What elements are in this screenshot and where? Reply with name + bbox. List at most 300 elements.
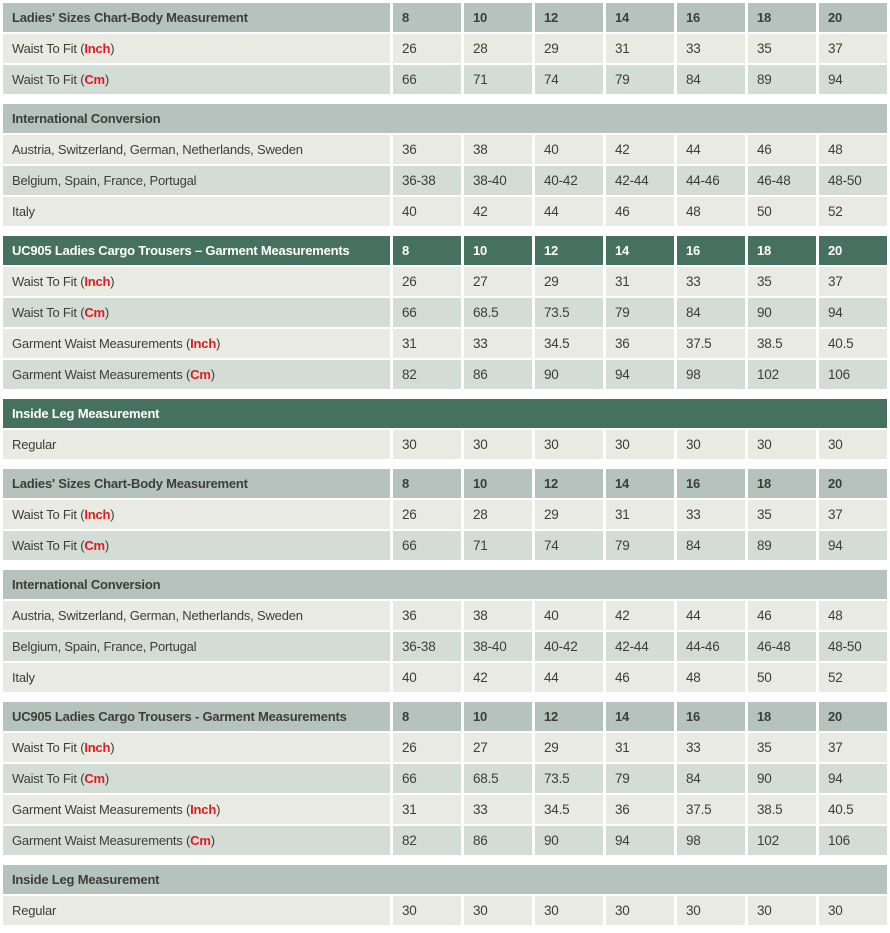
- value-cell: [464, 34, 532, 63]
- row-label: [3, 632, 390, 661]
- value-cell: [819, 267, 887, 296]
- value-text: 94: [615, 367, 630, 382]
- value-text: 37: [828, 274, 843, 289]
- value-text: 31: [402, 336, 417, 351]
- table-title: UC905 Ladies Cargo Trousers - Garment Measurements: [3, 702, 390, 731]
- value-cell: [748, 65, 816, 94]
- value-cell: [606, 826, 674, 855]
- size-header-cell: 16: [677, 3, 745, 32]
- value-cell: [677, 166, 745, 195]
- value-cell: [464, 601, 532, 630]
- table-header-row: [3, 469, 887, 498]
- table-row: [3, 65, 887, 94]
- value-text: 28: [473, 507, 488, 522]
- value-cell: [535, 430, 603, 459]
- value-text: 35: [757, 41, 772, 56]
- value-text: 36-38: [402, 639, 436, 654]
- value-cell: [464, 135, 532, 164]
- value-text: 37.5: [686, 336, 712, 351]
- value-text: 46: [757, 608, 772, 623]
- row-label-unit: Cm: [190, 367, 211, 382]
- value-text: 36: [615, 802, 630, 817]
- value-cell: [677, 531, 745, 560]
- value-cell: [819, 197, 887, 226]
- row-label: [3, 166, 390, 195]
- value-text: 30: [757, 903, 772, 918]
- value-text: 68.5: [473, 771, 499, 786]
- uc905-garment-measurements-table-2: [0, 700, 890, 857]
- table-header-row: [3, 104, 887, 133]
- value-cell: [393, 896, 461, 925]
- value-text: 73.5: [544, 305, 570, 320]
- row-label: [3, 65, 390, 94]
- value-text: 102: [757, 367, 779, 382]
- row-label: [3, 298, 390, 327]
- value-text: 90: [757, 305, 772, 320]
- value-text: 29: [544, 274, 559, 289]
- value-text: 40: [544, 142, 559, 157]
- value-text: 84: [686, 72, 701, 87]
- value-text: 31: [402, 802, 417, 817]
- row-label: [3, 197, 390, 226]
- ladies-sizes-body-measurement-table-1: [0, 1, 890, 96]
- value-cell: [748, 360, 816, 389]
- international-conversion-table-2: [0, 568, 890, 694]
- value-cell: [819, 733, 887, 762]
- value-text: 86: [473, 367, 488, 382]
- value-text: 36-38: [402, 173, 436, 188]
- row-label-text-end: ): [210, 367, 215, 382]
- table-title: International Conversion: [3, 104, 887, 133]
- table-header-row: [3, 3, 887, 32]
- row-label-text-end: ): [104, 538, 110, 553]
- table-row: [3, 663, 887, 692]
- value-text: 79: [615, 771, 630, 786]
- value-text: 30: [757, 437, 772, 452]
- value-cell: [748, 298, 816, 327]
- row-label: [3, 601, 390, 630]
- value-cell: [393, 166, 461, 195]
- size-header-cell: 10: [464, 3, 532, 32]
- row-label-unit: Cm: [84, 72, 105, 87]
- value-text: 33: [473, 336, 488, 351]
- value-text: 38: [473, 142, 488, 157]
- value-cell: [606, 531, 674, 560]
- value-text: 46-48: [757, 639, 791, 654]
- value-cell: [464, 65, 532, 94]
- value-cell: [464, 430, 532, 459]
- size-header-cell: 12: [535, 3, 603, 32]
- value-cell: [464, 166, 532, 195]
- value-text: 31: [615, 274, 630, 289]
- value-text: 84: [686, 538, 701, 553]
- row-label: [3, 663, 390, 692]
- size-header-cell: 8: [393, 236, 461, 265]
- value-text: 33: [686, 507, 701, 522]
- value-text: 40: [402, 204, 417, 219]
- table-row: [3, 360, 887, 389]
- size-header-cell: 14: [606, 702, 674, 731]
- value-text: 84: [686, 305, 701, 320]
- value-cell: [606, 135, 674, 164]
- value-text: 52: [828, 204, 843, 219]
- value-text: 30: [544, 903, 559, 918]
- value-cell: [819, 632, 887, 661]
- value-cell: [677, 632, 745, 661]
- value-cell: [677, 360, 745, 389]
- value-text: 35: [757, 274, 772, 289]
- value-cell: [535, 632, 603, 661]
- value-cell: [606, 329, 674, 358]
- value-cell: [606, 65, 674, 94]
- value-cell: [393, 267, 461, 296]
- row-label-text: Belgium, Spain, France, Portugal: [12, 173, 197, 188]
- value-cell: [535, 896, 603, 925]
- value-cell: [748, 733, 816, 762]
- value-cell: [606, 298, 674, 327]
- value-text: 30: [686, 437, 701, 452]
- value-cell: [464, 531, 532, 560]
- value-text: 40.5: [828, 336, 854, 351]
- row-label-text-end: ): [110, 274, 115, 289]
- table-row: [3, 531, 887, 560]
- value-text: 34.5: [544, 802, 570, 817]
- row-label-text: Waist To Fit (: [12, 771, 85, 786]
- size-header-cell: 20: [819, 236, 887, 265]
- table-header-row: [3, 399, 887, 428]
- row-label-unit: Inch: [84, 274, 111, 289]
- value-cell: [535, 65, 603, 94]
- value-text: 40.5: [828, 802, 854, 817]
- row-label-text: Waist To Fit (: [12, 72, 85, 87]
- value-text: 71: [473, 538, 488, 553]
- value-text: 79: [615, 538, 630, 553]
- value-cell: [748, 34, 816, 63]
- value-text: 44: [686, 142, 701, 157]
- row-label-text: Garment Waist Measurements (: [12, 336, 191, 351]
- value-cell: [535, 531, 603, 560]
- size-header-cell: 14: [606, 469, 674, 498]
- value-cell: [748, 500, 816, 529]
- value-text: 28: [473, 41, 488, 56]
- value-cell: [819, 298, 887, 327]
- value-cell: [535, 764, 603, 793]
- value-cell: [464, 632, 532, 661]
- value-cell: [464, 795, 532, 824]
- value-text: 44: [686, 608, 701, 623]
- row-label-text-end: ): [104, 72, 110, 87]
- value-text: 46: [615, 204, 630, 219]
- value-cell: [677, 764, 745, 793]
- row-label-text: Italy: [12, 670, 35, 685]
- row-label-text: Waist To Fit (: [12, 274, 85, 289]
- value-cell: [819, 663, 887, 692]
- value-cell: [677, 329, 745, 358]
- row-label-text: Waist To Fit (: [12, 740, 85, 755]
- value-cell: [393, 135, 461, 164]
- row-label-text: Regular: [12, 437, 57, 452]
- value-cell: [748, 663, 816, 692]
- size-header-cell: 16: [677, 236, 745, 265]
- row-label: [3, 531, 390, 560]
- value-text: 42: [615, 142, 630, 157]
- size-header-cell: 12: [535, 702, 603, 731]
- value-cell: [606, 601, 674, 630]
- value-text: 79: [615, 305, 630, 320]
- row-label: [3, 500, 390, 529]
- value-text: 37: [828, 507, 843, 522]
- value-text: 94: [828, 72, 843, 87]
- value-text: 40-42: [544, 639, 578, 654]
- value-text: 71: [473, 72, 488, 87]
- value-cell: [748, 197, 816, 226]
- size-header-cell: 14: [606, 3, 674, 32]
- value-cell: [464, 267, 532, 296]
- value-text: 30: [402, 903, 417, 918]
- value-cell: [748, 267, 816, 296]
- value-text: 48-50: [828, 639, 862, 654]
- value-text: 48-50: [828, 173, 862, 188]
- value-cell: [393, 601, 461, 630]
- value-cell: [393, 733, 461, 762]
- row-label-text-end: ): [216, 802, 221, 817]
- row-label: [3, 267, 390, 296]
- value-text: 106: [828, 367, 850, 382]
- row-label-unit: Inch: [84, 740, 111, 755]
- value-cell: [393, 197, 461, 226]
- value-cell: [393, 764, 461, 793]
- row-label-text: Belgium, Spain, France, Portugal: [12, 639, 197, 654]
- row-label-unit: Inch: [84, 41, 111, 56]
- row-label: [3, 135, 390, 164]
- value-cell: [819, 135, 887, 164]
- value-cell: [464, 197, 532, 226]
- value-cell: [393, 34, 461, 63]
- value-cell: [535, 197, 603, 226]
- row-label-text: Waist To Fit (: [12, 538, 85, 553]
- value-cell: [606, 34, 674, 63]
- value-text: 42: [473, 670, 488, 685]
- table-row: [3, 430, 887, 459]
- value-text: 94: [828, 538, 843, 553]
- value-cell: [748, 826, 816, 855]
- value-cell: [748, 135, 816, 164]
- value-text: 90: [544, 833, 559, 848]
- size-header-cell: 12: [535, 236, 603, 265]
- value-text: 86: [473, 833, 488, 848]
- table-row: [3, 764, 887, 793]
- value-text: 38.5: [757, 336, 783, 351]
- value-cell: [748, 632, 816, 661]
- value-text: 42: [473, 204, 488, 219]
- size-header-cell: 18: [748, 236, 816, 265]
- table-row: [3, 34, 887, 63]
- size-header-cell: 8: [393, 702, 461, 731]
- value-text: 44-46: [686, 173, 720, 188]
- value-cell: [819, 166, 887, 195]
- row-label: [3, 764, 390, 793]
- row-label: [3, 896, 390, 925]
- row-label-text: Austria, Switzerland, German, Netherlands, Sweden: [12, 142, 303, 157]
- table-header-row: [3, 865, 887, 894]
- value-text: 27: [473, 740, 488, 755]
- value-cell: [606, 360, 674, 389]
- value-text: 82: [402, 367, 417, 382]
- value-cell: [819, 795, 887, 824]
- value-text: 30: [473, 903, 488, 918]
- value-text: 40-42: [544, 173, 578, 188]
- value-cell: [535, 795, 603, 824]
- row-label-text: Garment Waist Measurements (: [12, 833, 191, 848]
- row-label-text-end: ): [110, 507, 115, 522]
- value-cell: [819, 34, 887, 63]
- value-cell: [393, 298, 461, 327]
- value-cell: [677, 65, 745, 94]
- value-text: 74: [544, 538, 559, 553]
- value-text: 31: [615, 507, 630, 522]
- value-text: 48: [686, 204, 701, 219]
- value-text: 42: [615, 608, 630, 623]
- value-text: 37.5: [686, 802, 712, 817]
- value-text: 84: [686, 771, 701, 786]
- value-cell: [535, 34, 603, 63]
- value-text: 42-44: [615, 173, 649, 188]
- value-text: 33: [473, 802, 488, 817]
- table-title: UC905 Ladies Cargo Trousers – Garment Measurements: [3, 236, 390, 265]
- value-cell: [535, 733, 603, 762]
- table-title: Inside Leg Measurement: [3, 865, 887, 894]
- value-cell: [819, 764, 887, 793]
- table-title: Ladies' Sizes Chart-Body Measurement: [3, 3, 390, 32]
- value-text: 82: [402, 833, 417, 848]
- value-text: 52: [828, 670, 843, 685]
- value-text: 27: [473, 274, 488, 289]
- inside-leg-measurement-table-2: [0, 863, 890, 927]
- value-cell: [393, 430, 461, 459]
- size-header-cell: 12: [535, 469, 603, 498]
- row-label-text: Garment Waist Measurements (: [12, 802, 191, 817]
- value-text: 30: [544, 437, 559, 452]
- value-cell: [535, 329, 603, 358]
- table-row: [3, 166, 887, 195]
- ladies-sizes-body-measurement-table-2: [0, 467, 890, 562]
- uc905-garment-measurements-table-1: [0, 234, 890, 391]
- value-text: 46: [615, 670, 630, 685]
- value-cell: [748, 430, 816, 459]
- size-header-cell: 16: [677, 702, 745, 731]
- value-cell: [819, 896, 887, 925]
- row-label-unit: Cm: [190, 833, 211, 848]
- size-header-cell: 18: [748, 702, 816, 731]
- value-cell: [535, 135, 603, 164]
- value-cell: [748, 764, 816, 793]
- value-text: 26: [402, 274, 417, 289]
- value-cell: [393, 500, 461, 529]
- size-header-cell: 8: [393, 3, 461, 32]
- value-cell: [393, 360, 461, 389]
- size-header-cell: 16: [677, 469, 745, 498]
- value-cell: [464, 500, 532, 529]
- row-label-text: Waist To Fit (: [12, 507, 85, 522]
- value-cell: [464, 826, 532, 855]
- value-cell: [819, 531, 887, 560]
- value-cell: [393, 531, 461, 560]
- value-text: 50: [757, 204, 772, 219]
- row-label-text: Garment Waist Measurements (: [12, 367, 191, 382]
- value-cell: [819, 329, 887, 358]
- row-label-text-end: ): [104, 305, 110, 320]
- value-text: 66: [402, 538, 417, 553]
- value-cell: [819, 601, 887, 630]
- inside-leg-measurement-table-1: [0, 397, 890, 461]
- value-text: 106: [828, 833, 850, 848]
- value-cell: [677, 601, 745, 630]
- value-cell: [464, 298, 532, 327]
- value-cell: [606, 197, 674, 226]
- value-text: 89: [757, 538, 772, 553]
- value-text: 94: [828, 771, 843, 786]
- value-cell: [819, 65, 887, 94]
- row-label-text: Waist To Fit (: [12, 41, 85, 56]
- table-row: [3, 632, 887, 661]
- value-cell: [677, 500, 745, 529]
- value-text: 26: [402, 41, 417, 56]
- value-text: 79: [615, 72, 630, 87]
- table-row: [3, 298, 887, 327]
- value-text: 42-44: [615, 639, 649, 654]
- value-text: 48: [828, 142, 843, 157]
- row-label: [3, 360, 390, 389]
- value-text: 31: [615, 740, 630, 755]
- value-text: 48: [686, 670, 701, 685]
- value-cell: [606, 500, 674, 529]
- value-cell: [535, 500, 603, 529]
- value-cell: [393, 329, 461, 358]
- value-cell: [748, 166, 816, 195]
- value-text: 37: [828, 41, 843, 56]
- row-label-unit: Cm: [84, 305, 105, 320]
- row-label-unit: Inch: [190, 336, 217, 351]
- size-header-cell: 20: [819, 702, 887, 731]
- row-label-text-end: ): [216, 336, 221, 351]
- row-label-text: Austria, Switzerland, German, Netherlands, Sweden: [12, 608, 303, 623]
- value-cell: [677, 135, 745, 164]
- value-text: 102: [757, 833, 779, 848]
- row-label-text-end: ): [110, 740, 115, 755]
- row-label-unit: Cm: [84, 771, 105, 786]
- table-title: International Conversion: [3, 570, 887, 599]
- value-cell: [748, 896, 816, 925]
- row-label-text-end: ): [104, 771, 110, 786]
- value-text: 46: [757, 142, 772, 157]
- value-text: 90: [544, 367, 559, 382]
- value-cell: [606, 733, 674, 762]
- value-cell: [748, 531, 816, 560]
- table-header-row: [3, 236, 887, 265]
- value-text: 48: [828, 608, 843, 623]
- value-cell: [606, 267, 674, 296]
- value-cell: [535, 360, 603, 389]
- value-text: 26: [402, 507, 417, 522]
- table-row: [3, 601, 887, 630]
- value-text: 36: [615, 336, 630, 351]
- value-cell: [819, 826, 887, 855]
- row-label: [3, 795, 390, 824]
- value-cell: [677, 826, 745, 855]
- value-text: 68.5: [473, 305, 499, 320]
- value-cell: [393, 632, 461, 661]
- value-text: 30: [402, 437, 417, 452]
